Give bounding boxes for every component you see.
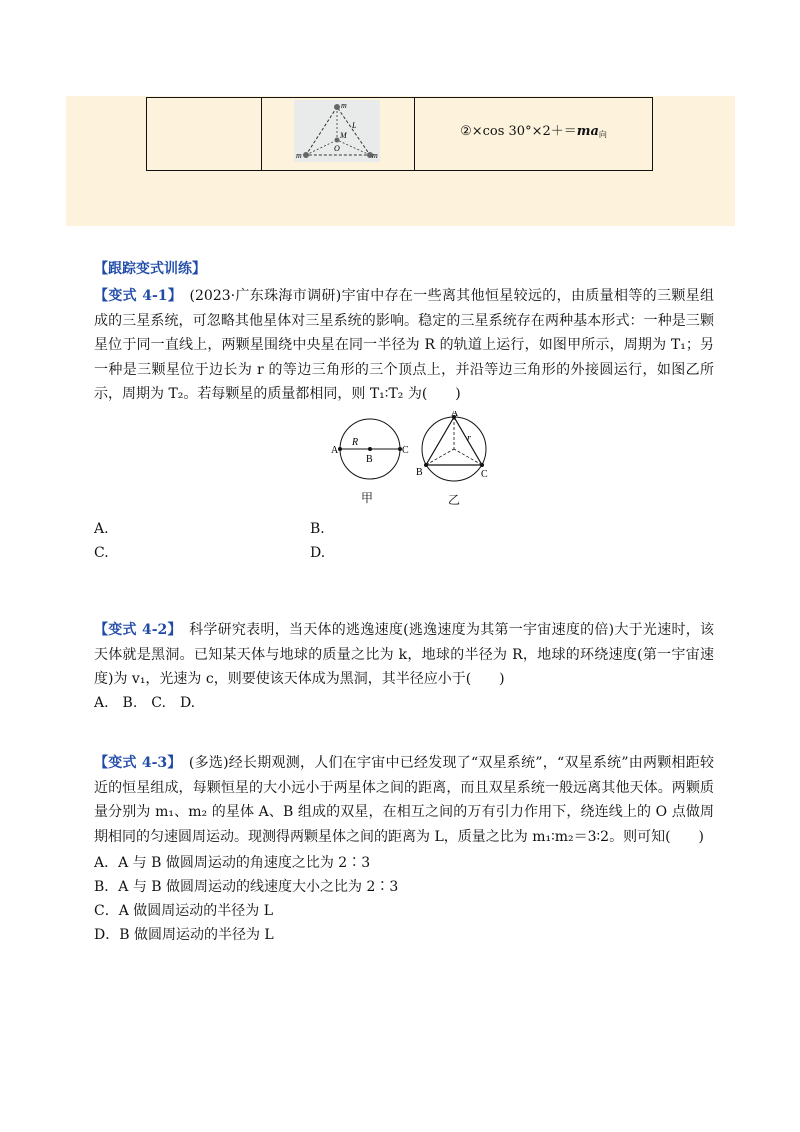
q3-option-d: D．B 做圆周运动的半径为 L — [94, 927, 274, 943]
example-table — [146, 97, 653, 171]
q3-option-c: C．A 做圆周运动的半径为 L — [94, 903, 274, 919]
label-L: L — [352, 121, 357, 130]
figure-jia — [331, 419, 409, 479]
three-star-systems-diagram — [330, 411, 500, 491]
question-4-3 — [94, 751, 714, 849]
caption-yi: 乙 — [448, 493, 461, 507]
q3-option-b: B．A 与 B 做圆周运动的线速度大小之比为 2∶3 — [94, 879, 399, 895]
q2-options: A. B. C. D. — [94, 695, 196, 711]
yi-label-r: r — [467, 433, 471, 444]
q1-option-c: C. — [94, 545, 109, 561]
jia-label-B: B — [366, 454, 373, 465]
three-star-triangle-figure — [294, 100, 380, 162]
figure-yi — [416, 411, 488, 481]
question-text: (多选)经长期观测，人们在宇宙中已经发现了“双星系统”，“双星系统”由两颗相距较近的恒星组成，每颗恒星的大小远小于两星体之间的距离，而且双星系统一般远离其他天体。两颗质量分别为 m₁、m₂ 的星体 A、B 组成的双星，在相互之间的万有引力作用下，绕连线上的 O 点做周期相同的匀速圆周运动。现测得两颗星体之间的距离为 L，质量之比为 m₁∶m₂＝3∶2。则可知( ) — [94, 755, 714, 845]
q3-option-a: A．A 与 B 做圆周运动的角速度之比为 2∶3 — [94, 855, 371, 871]
question-4-2 — [94, 618, 714, 692]
table-cell-empty — [147, 98, 262, 170]
formula — [415, 120, 652, 140]
table-cell-figure — [262, 98, 415, 170]
caption-jia: 甲 — [361, 491, 374, 505]
question-tag: 【变式 4-3】 — [94, 755, 175, 771]
yi-label-C: C — [481, 469, 488, 480]
question-tag: 【变式 4-2】 — [94, 622, 175, 638]
label-O: O — [334, 144, 340, 153]
yi-label-A: A — [451, 411, 459, 419]
question-tag: 【变式 4-1】 — [94, 288, 176, 304]
question-4-1-figure — [330, 411, 500, 507]
table-cell-formula — [415, 98, 652, 170]
jia-label-A: A — [331, 445, 339, 456]
label-m-top: m — [341, 101, 347, 110]
q1-option-a: A. — [94, 521, 109, 537]
yi-label-B: B — [416, 467, 423, 478]
label-M: M — [340, 131, 347, 140]
section-title: 【跟踪变式训练】 — [94, 261, 206, 277]
formula-subscript: 向 — [598, 130, 607, 139]
formula-ma: ma — [576, 124, 599, 139]
label-m-right: m — [372, 151, 378, 160]
q1-option-b: B. — [310, 521, 325, 537]
formula-prefix: ②×cos 30°×2＋＝ — [460, 124, 577, 139]
jia-label-R: R — [352, 437, 359, 448]
question-4-1 — [94, 284, 714, 407]
jia-label-C: C — [402, 445, 409, 456]
question-text: 科学研究表明，当天体的逃逸速度(逃逸速度为其第一宇宙速度的倍)大于光速时，该天体就是黑洞。已知某天体与地球的质量之比为 k，地球的半径为 R，地球的环绕速度(第一宇宙速度)为 v₁，光速为 c，则要使该天体成为黑洞，其半径应小于( ) — [94, 622, 715, 687]
triangle-diagram — [294, 100, 380, 162]
q1-option-d: D. — [310, 545, 326, 561]
question-text: (2023·广东珠海市调研)宇宙中存在一些离其他恒星较远的，由质量相等的三颗星组成的三星系统，可忽略其他星体对三星系统的影响。稳定的三星系统存在两种基本形式：一种是三颗星位于同一直线上，两颗星围绕中央星在同一半径为 R 的轨道上运行，如图甲所示，周期为 T₁；另一种是三颗星位于边长为 r 的等边三角形的三个顶点上，并沿等边三角形的外接圆运行，如图乙所示，周期为 T₂。若每颗星的质量都相同，则 T₁∶T₂ 为( ) — [94, 288, 715, 402]
label-m-left: m — [296, 151, 302, 160]
